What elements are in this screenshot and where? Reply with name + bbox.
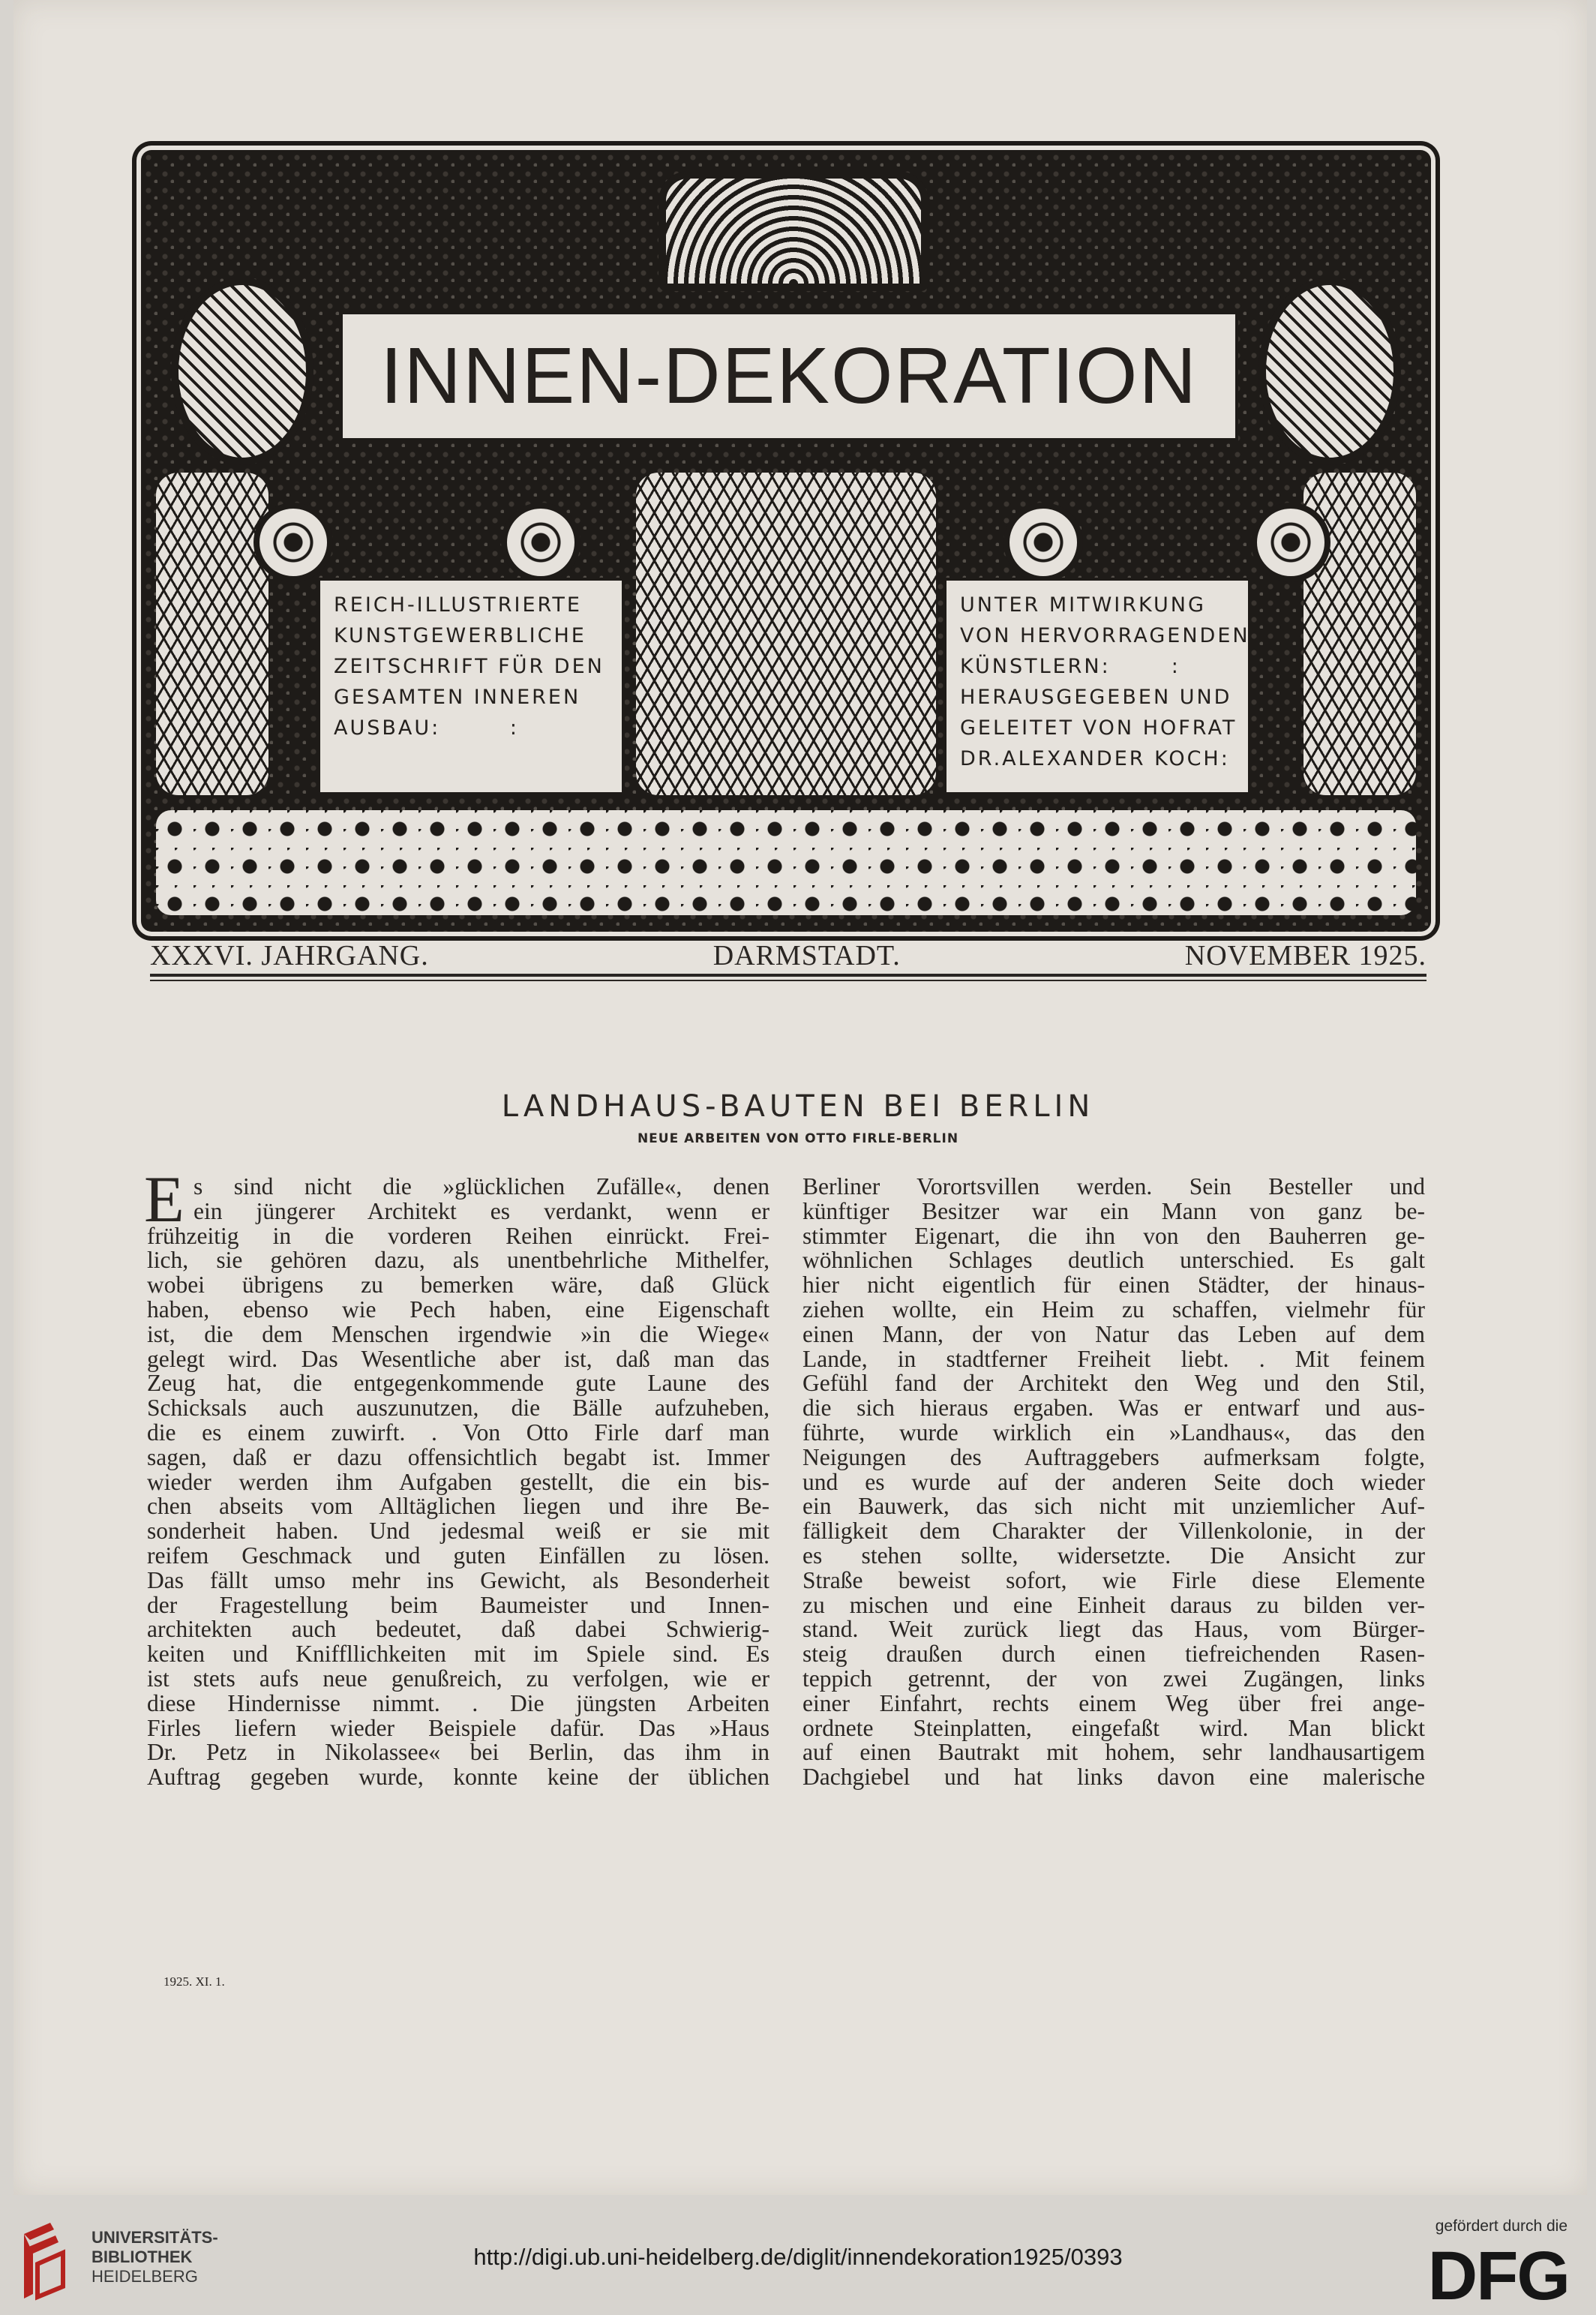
text-line: Lande, in stadtferner Freiheit liebt. . Mit feinem [802, 1345, 1425, 1372]
text-line: es stehen sollte, widersetzte. Die Ansicht zur [802, 1542, 1425, 1569]
masthead-title: INNEN-DEKORATION [380, 332, 1198, 420]
text-line: ist, die dem Menschen irgendwie »in die Wiege« [147, 1320, 770, 1347]
text-line: s sind nicht die »glücklichen Zufälle«, denen [194, 1173, 770, 1200]
text-line: stand. Weit zurück liegt das Haus, vom Bürger- [802, 1616, 1425, 1643]
text-line: einer Einfahrt, rechts einem Weg über frei ange- [802, 1689, 1425, 1716]
text-line: gelegt wird. Das Wesentliche aber ist, daß man das [147, 1345, 770, 1372]
issue-header [150, 938, 1426, 977]
text-column-left [144, 1164, 770, 1791]
source-url-link[interactable]: http://digi.ub.uni-heidelberg.de/diglit/innendekoration1925/0393 [473, 2244, 1123, 2270]
info-line: GESAMTEN INNEREN [334, 686, 581, 709]
text-line: und es wurde auf der anderen Seite doch wieder [802, 1468, 1425, 1495]
text-line: sagen, daß er dazu offensichtlich begabt ist. Immer [147, 1443, 770, 1470]
crown-ornament [658, 171, 928, 291]
text-line: wöhnlichen Schlages deutlich unterschied. Es galt [802, 1247, 1425, 1274]
page-signature: 1925. XI. 1. [164, 1974, 225, 1989]
text-line: reifem Geschmack und guten Einfällen zu lösen. [147, 1542, 770, 1569]
text-line: teppich getrennt, der von zwei Zugängen, links [802, 1665, 1425, 1692]
article-subtitle: NEUE ARBEITEN VON OTTO FIRLE-BERLIN [637, 1131, 959, 1146]
text-line: wobei übrigens zu bemerken wäre, daß Glück [147, 1272, 770, 1299]
date-label: NOVEMBER 1925. [1184, 940, 1426, 971]
text-line: frühzeitig in die vorderen Reihen einrückt. Frei- [147, 1222, 770, 1249]
rosette-ornament [501, 503, 580, 582]
text-line: ist stets aufs neue genußreich, zu verfolgen, wie er [147, 1665, 770, 1692]
dfg-logo: DFG [1427, 2238, 1569, 2314]
library-line: BIBLIOTHEK [92, 2247, 193, 2266]
text-line: Schicksals auch auszunutzen, die Bälle aufzuheben, [147, 1395, 770, 1422]
right-medallion-ornament [1258, 278, 1401, 465]
scanned-page [14, 0, 1587, 2195]
text-line: ein jüngerer Architekt es verdankt, wenn er [194, 1197, 770, 1224]
text-line: sonderheit haben. Und jedesmal weiß er sie mit [147, 1518, 770, 1545]
rosette-ornament [1251, 503, 1330, 582]
text-line: der Fragestellung beim Baumeister und Innen- [147, 1591, 770, 1618]
text-line: Firles liefern wieder Beispiele dafür. Das »Haus [147, 1714, 770, 1741]
info-line: KÜNSTLERN: : [960, 655, 1180, 678]
lace-ornament-left [156, 473, 268, 795]
text-line: hier nicht eigentlich für einen Städter, der hinaus- [802, 1272, 1425, 1299]
article-title: LANDHAUS-BAUTEN BEI BERLIN [501, 1089, 1095, 1124]
text-line: ordnete Steinplatten, eingefaßt wird. Man blickt [802, 1714, 1425, 1741]
library-line: UNIVERSITÄTS- [92, 2228, 218, 2247]
text-line: Berliner Vorortsvillen werden. Sein Besteller und [802, 1173, 1425, 1200]
info-line: GELEITET VON HOFRAT [960, 716, 1238, 740]
info-line: DR.ALEXANDER KOCH: [960, 747, 1230, 770]
info-line: REICH-ILLUSTRIERTE [334, 593, 582, 617]
text-line: diese Hindernisse nimmt. . Die jüngsten Arbeiten [147, 1689, 770, 1716]
text-line: Das fällt umso mehr ins Gewicht, als Besonderheit [147, 1566, 770, 1593]
text-line: keiten und Kniffllichkeiten mit im Spiele sind. Es [147, 1641, 770, 1668]
text-line: chen abseits vom Alltäglichen liegen und ihre Be- [147, 1493, 770, 1520]
text-line: stimmter Eigenart, die ihn von den Bauherren ge- [802, 1222, 1425, 1249]
text-line: wieder werden ihm Aufgaben gestellt, die ein bis- [147, 1468, 770, 1495]
bottom-lace-ornament [156, 810, 1416, 915]
library-line: HEIDELBERG [92, 2267, 198, 2286]
digitization-footer [0, 2195, 1596, 2315]
info-line: AUSBAU: : [334, 716, 519, 740]
text-line: Auftrag gegeben wurde, konnte keine der üblichen [147, 1764, 770, 1791]
info-line: HERAUSGEGEBEN UND [960, 686, 1232, 709]
text-line: Neigungen des Auftraggebers aufmerksam folgte, [802, 1443, 1425, 1470]
drop-cap: E [144, 1164, 184, 1236]
text-line: die es einem zuwirft. . Von Otto Firle darf man [147, 1419, 770, 1446]
text-line: Straße beweist sofort, wie Firle diese Elemente [802, 1566, 1425, 1593]
text-line: fälligkeit dem Charakter der Villenkolonie, in der [802, 1518, 1425, 1545]
ornamental-masthead [141, 150, 1431, 932]
city-label: DARMSTADT. [712, 940, 901, 971]
masthead-info-right [944, 578, 1251, 795]
text-line: zu mischen und eine Einheit daraus zu bilden ver- [802, 1591, 1425, 1618]
text-line: architekten auch bedeutet, daß dabei Schwierig- [147, 1616, 770, 1643]
text-line: Dr. Petz in Nikolassee« bei Berlin, das ihm in [147, 1739, 770, 1766]
text-line: lich, sie gehören dazu, als unentbehrliche Mithelfer, [147, 1247, 770, 1274]
text-line: Dachgiebel und hat links davon eine malerische [802, 1764, 1425, 1791]
volume-label: XXXVI. JAHRGANG. [150, 940, 429, 971]
text-line: steig draußen durch einen tiefreichenden Rasen- [802, 1641, 1425, 1668]
lace-ornament-center [636, 473, 936, 795]
masthead-info-left [317, 578, 625, 795]
text-line: ziehen wollte, ein Heim zu schaffen, vielmehr für [802, 1296, 1425, 1323]
text-line: künftiger Besitzer war ein Mann von ganz be- [802, 1197, 1425, 1224]
info-line: ZEITSCHRIFT FÜR DEN [334, 655, 604, 678]
text-line: auf einen Bautrakt mit hohem, sehr landhausartigem [802, 1739, 1425, 1766]
rosette-ornament [254, 503, 333, 582]
text-line: führte, wurde wirklich ein »Landhaus«, das den [802, 1419, 1425, 1446]
info-line: VON HERVORRAGENDEN [960, 624, 1250, 647]
text-line: ein Bauwerk, das sich nicht mit unziemlicher Auf- [802, 1493, 1425, 1520]
left-medallion-ornament [171, 278, 314, 465]
text-line: die sich hieraus ergaben. Was er entwarf und aus- [802, 1395, 1425, 1422]
sponsor-caption: gefördert durch die [1435, 2217, 1568, 2235]
rosette-ornament [1004, 503, 1083, 582]
text-line: Zeug hat, die entgegenkommende gute Laune des [147, 1370, 770, 1397]
text-line: Gefühl fand der Architekt den Weg und den Stil, [802, 1370, 1425, 1397]
text-line: einen Mann, der von Natur das Leben auf dem [802, 1320, 1425, 1347]
text-line: haben, ebenso wie Pech haben, eine Eigenschaft [147, 1296, 770, 1323]
info-line: KUNSTGEWERBLICHE [334, 624, 586, 647]
info-line: UNTER MITWIRKUNG [960, 593, 1206, 617]
text-column-right [802, 1175, 1425, 1790]
masthead-title-panel [340, 311, 1238, 441]
